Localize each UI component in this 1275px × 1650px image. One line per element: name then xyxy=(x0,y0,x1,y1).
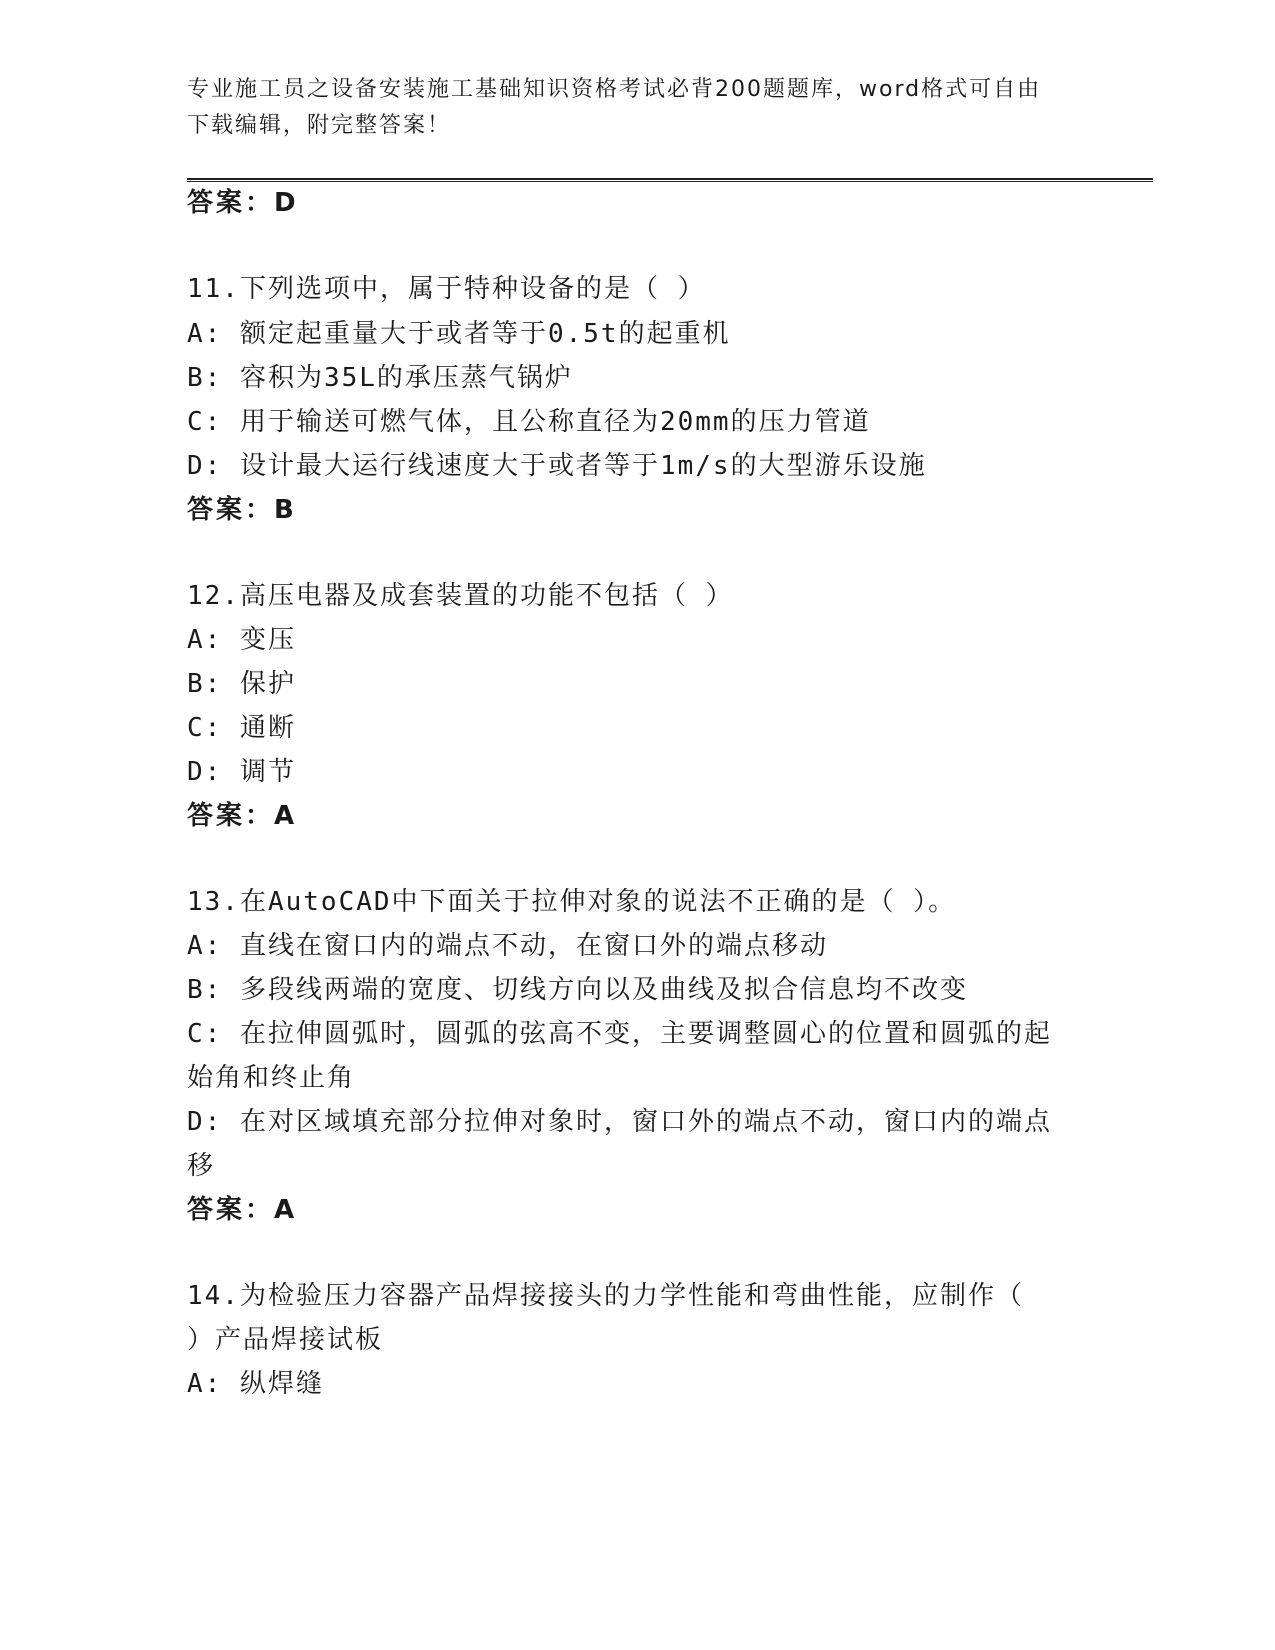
question-11-option-b: B: 容积为35L的承压蒸气锅炉 xyxy=(187,363,573,393)
question-12-option-a: A: 变压 xyxy=(187,625,296,655)
question-11-option-a: A: 额定起重量大于或者等于0.5t的起重机 xyxy=(187,319,731,349)
question-11-option-c: C: 用于输送可燃气体，且公称直径为20mm的压力管道 xyxy=(187,407,871,437)
question-12-stem: 12.高压电器及成套装置的功能不包括（ ） xyxy=(187,581,734,611)
question-13-option-d-line-1: D: 在对区域填充部分拉伸对象时，窗口外的端点不动，窗口内的端点 xyxy=(187,1107,1052,1137)
question-14-option-a: A: 纵焊缝 xyxy=(187,1369,324,1399)
question-13-option-b: B: 多段线两端的宽度、切线方向以及曲线及拟合信息均不改变 xyxy=(187,975,968,1005)
question-13-stem: 13.在AutoCAD中下面关于拉伸对象的说法不正确的是（ ）。 xyxy=(187,887,957,917)
question-11-option-d: D: 设计最大运行线速度大于或者等于1m/s的大型游乐设施 xyxy=(187,451,927,481)
header-text-line-2: 下载编辑，附完整答案！ xyxy=(187,113,452,138)
question-12-option-c: C: 通断 xyxy=(187,713,296,743)
question-12-option-d: D: 调节 xyxy=(187,757,296,787)
question-13-option-a: A: 直线在窗口内的端点不动，在窗口外的端点移动 xyxy=(187,931,828,961)
question-13-option-c-line-1: C: 在拉伸圆弧时，圆弧的弦高不变，主要调整圆心的位置和圆弧的起 xyxy=(187,1019,1052,1049)
answer-q11: 答案：B xyxy=(187,495,297,525)
header-divider xyxy=(187,178,1153,182)
answer-q10: 答案：D xyxy=(187,188,299,218)
document-header xyxy=(187,72,1067,144)
question-12-option-b: B: 保护 xyxy=(187,669,296,699)
question-14-stem-line-1: 14.为检验压力容器产品焊接接头的力学性能和弯曲性能，应制作（ xyxy=(187,1281,1024,1311)
question-13-option-d-line-2: 移 xyxy=(187,1151,216,1181)
question-11-stem: 11.下列选项中，属于特种设备的是（ ） xyxy=(187,274,706,304)
answer-q13: 答案：A xyxy=(187,1195,298,1225)
question-13-option-c-line-2: 始角和终止角 xyxy=(187,1063,356,1093)
header-text-line-1: 专业施工员之设备安装施工基础知识资格考试必背200题题库，word格式可自由 xyxy=(187,77,1042,102)
answer-q12: 答案：A xyxy=(187,801,298,831)
question-14-stem-line-2: ）产品焊接试板 xyxy=(187,1325,384,1355)
